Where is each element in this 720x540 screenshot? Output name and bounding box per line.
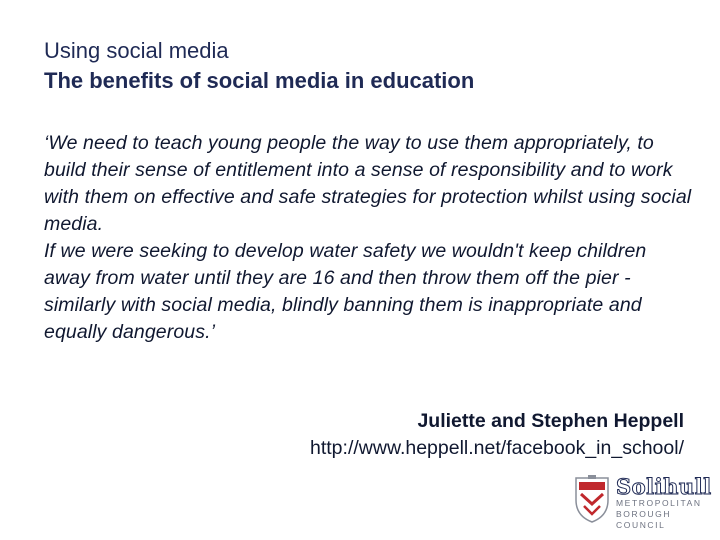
quote-block [44,130,694,346]
quote-paragraph-2: If we were seeking to develop water safety we wouldn't keep children away from water until they are 16 and then throw them off the pier - similarly with social media, blindly banning them is inappropriate and equally dangerous.’ [44,240,647,343]
slide-title: The benefits of social media in education [44,68,475,93]
logo-line-1: METROPOLITAN [616,498,702,508]
crest-icon [572,474,612,524]
council-logo [572,474,712,530]
quote-paragraph-1: ‘We need to teach young people the way to use them appropriately, to build their sense of entitlement into a sense of responsibility and to work with them on effective and safe strategies for protection whilst using social media. [44,132,692,235]
attribution [310,408,684,462]
logo-line-2: BOROUGH COUNCIL [616,509,672,530]
slide-subtitle: Using social media [44,38,229,63]
source-url: http://www.heppell.net/facebook_in_school/ [310,437,684,459]
title-block [44,36,474,96]
quote-author: Juliette and Stephen Heppell [417,410,684,432]
logo-name: Solihull [616,474,712,499]
